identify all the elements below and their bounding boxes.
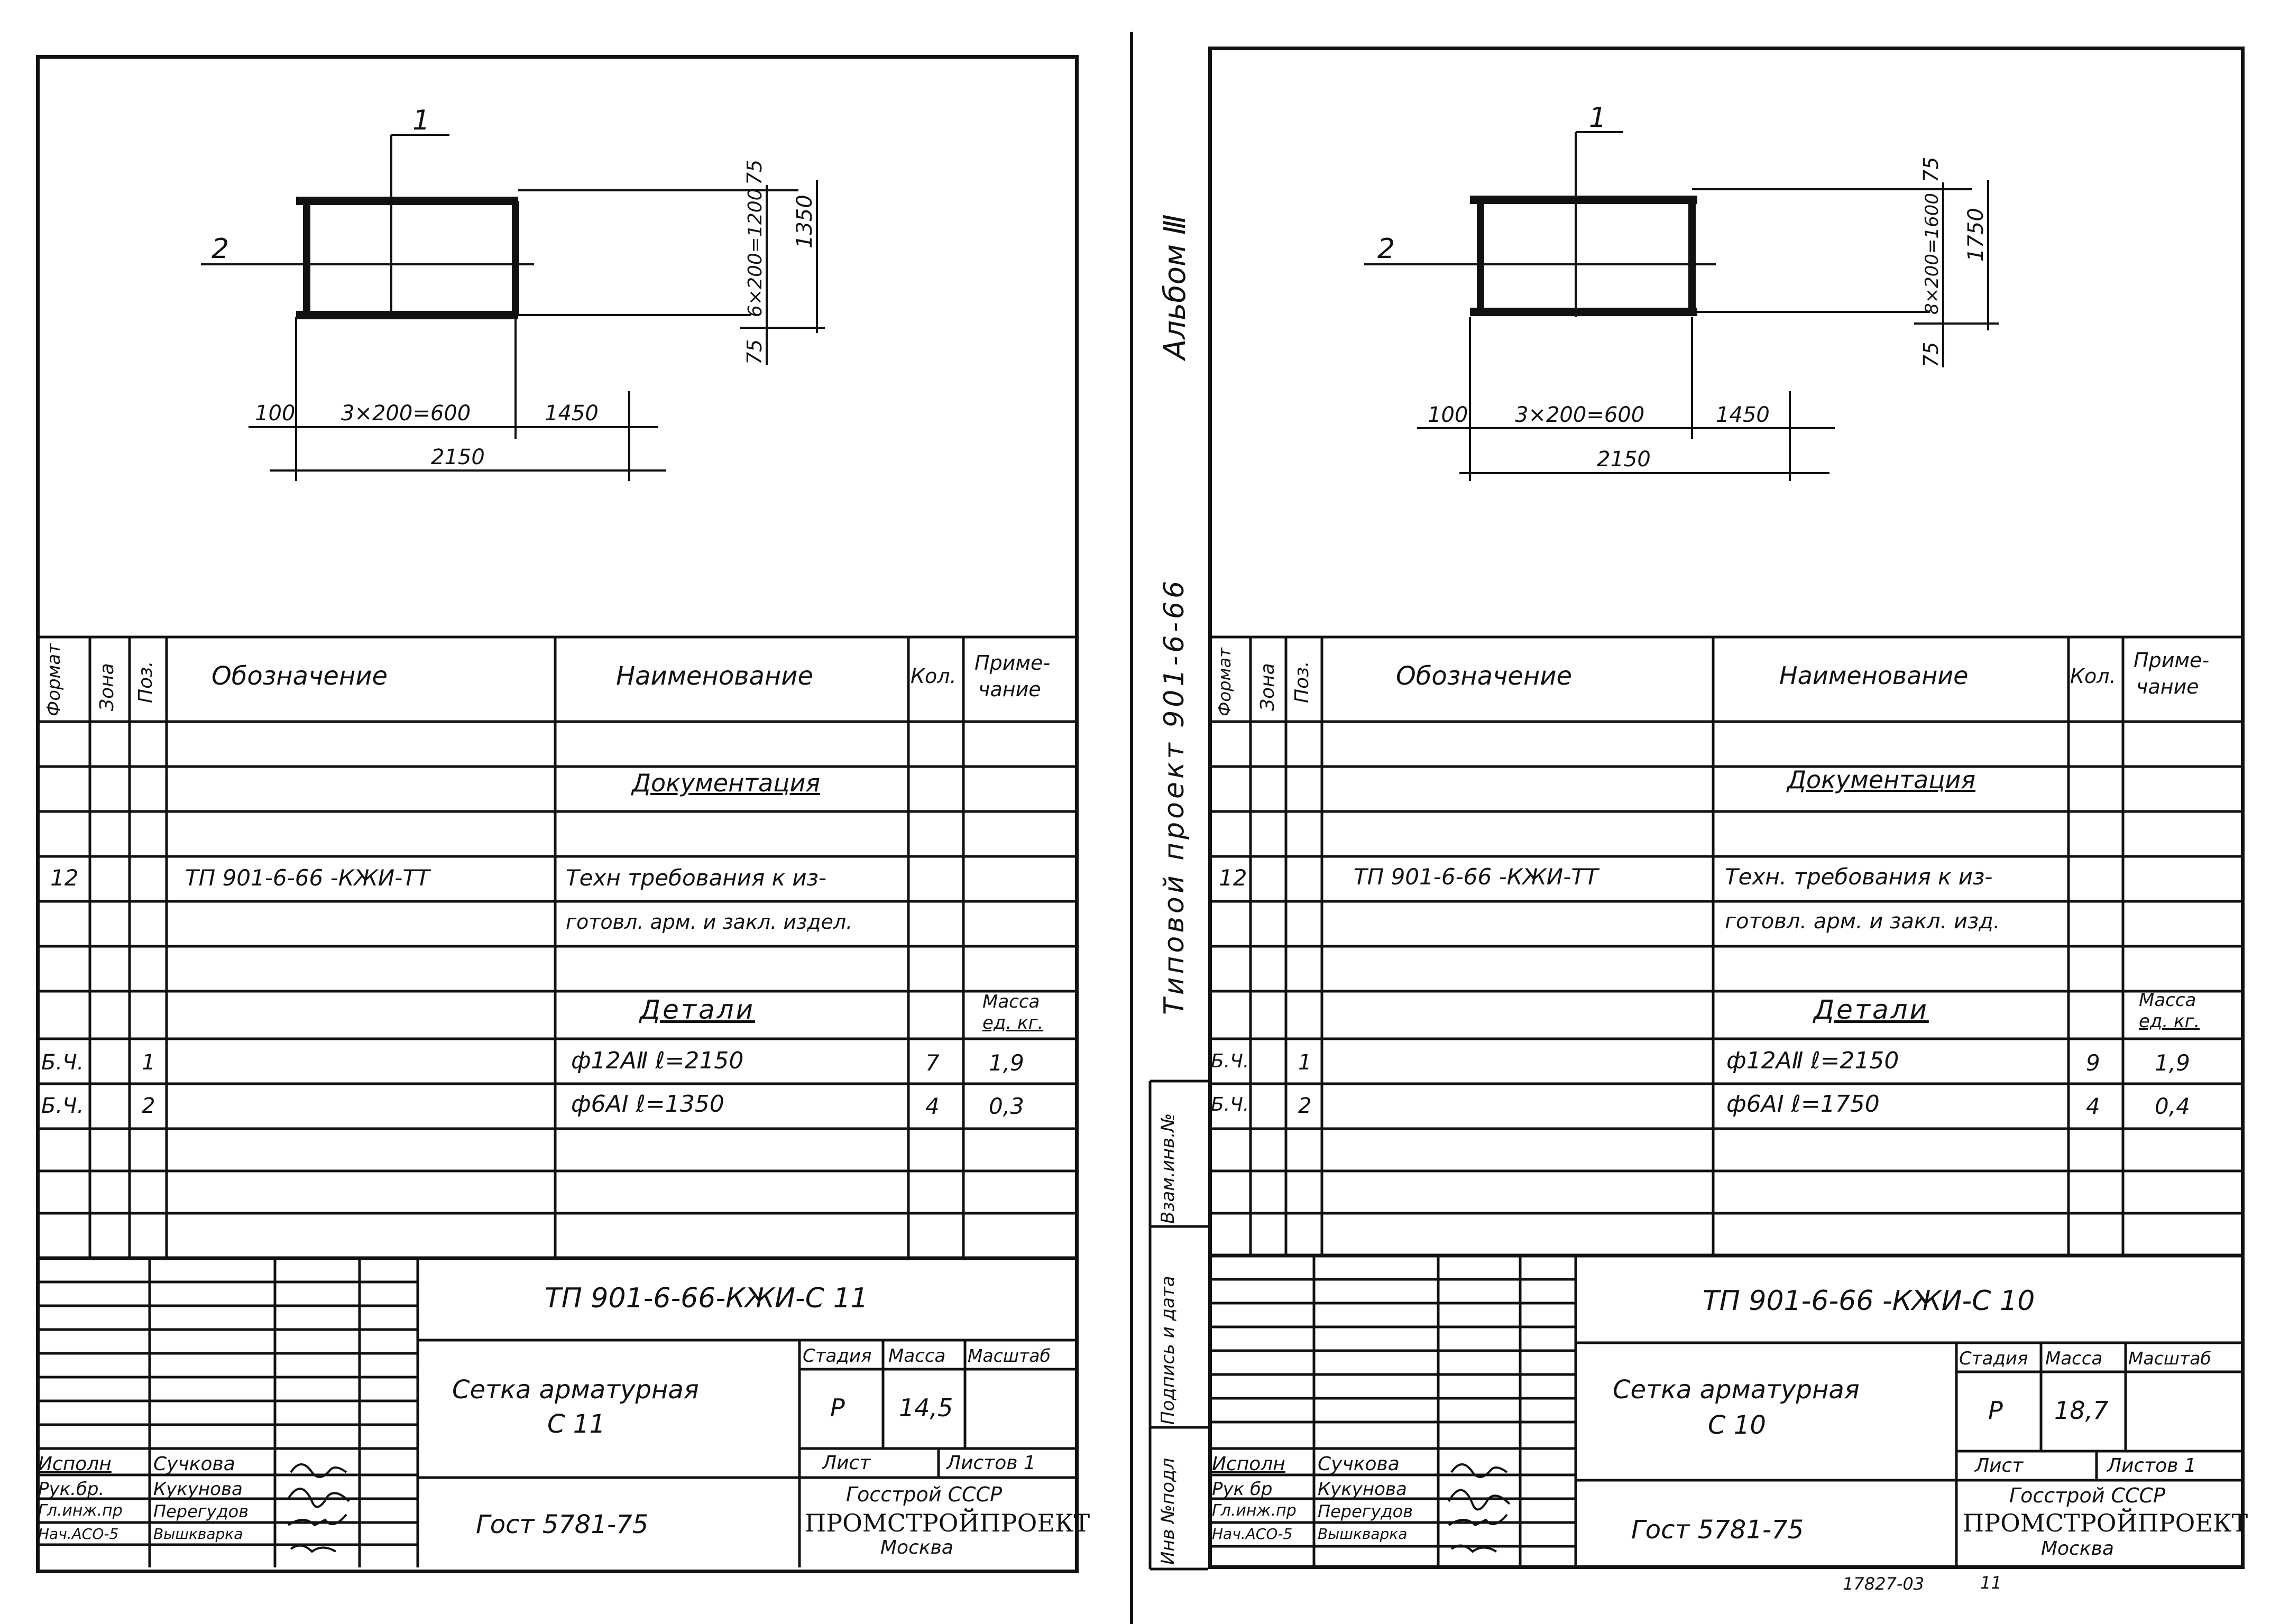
mass-label-1: Масса bbox=[982, 991, 1040, 1012]
stamp-title-2: С 11 bbox=[547, 1409, 605, 1439]
person3-name: Перегудов bbox=[1318, 1501, 1413, 1521]
doc-section: Документация bbox=[632, 769, 821, 797]
stamp-mass: 18,7 bbox=[2054, 1396, 2109, 1425]
stamp-mass-h: Масса bbox=[2045, 1348, 2103, 1369]
person1-name: Сучкова bbox=[153, 1453, 235, 1475]
row2-name: ф6АⅠ ℓ=1350 bbox=[571, 1091, 724, 1118]
hdr-name: Наименование bbox=[1779, 661, 1969, 690]
dim-mid: 6×200=1200 bbox=[744, 188, 766, 317]
doc-name-2: готовл. арм. и закл. издел. bbox=[566, 910, 853, 934]
footer-suffix: 11 bbox=[1980, 1573, 2002, 1593]
stamp-sheets-h: Листов 1 bbox=[946, 1452, 1036, 1474]
stamp-scale-h: Масштаб bbox=[2128, 1348, 2211, 1369]
person1-role: Исполн bbox=[1212, 1453, 1285, 1475]
hdr-note-1: Приме- bbox=[2134, 649, 2210, 672]
dim-right: 1450 bbox=[545, 401, 599, 426]
stamp-org-1: Госстрой СССР bbox=[2009, 1484, 2166, 1507]
row1-note: 1,9 bbox=[989, 1050, 1024, 1076]
parts-section: Детали bbox=[1814, 994, 1929, 1025]
hdr-pos: Поз. bbox=[1291, 661, 1313, 703]
stamp-org-1: Госстрой СССР bbox=[846, 1483, 1003, 1506]
mass-label-2: ед. кг. bbox=[982, 1012, 1044, 1034]
stamp-code: ТП 901-6-66-КЖИ-С 11 bbox=[545, 1282, 868, 1314]
margin-sign-date: Подпись и дата bbox=[1157, 1276, 1179, 1425]
stamp-scale-h: Масштаб bbox=[968, 1345, 1051, 1366]
stamp-sheets-h: Листов 1 bbox=[2107, 1455, 2196, 1477]
row1-format: Б.Ч. bbox=[1211, 1050, 1249, 1072]
stamp-org-3: Москва bbox=[2041, 1538, 2114, 1560]
person4-role: Нач.АСО-5 bbox=[38, 1525, 119, 1543]
dim-grid: 3×200=600 bbox=[1515, 403, 1645, 427]
stamp-mass: 14,5 bbox=[899, 1394, 953, 1422]
dim-grid: 3×200=600 bbox=[341, 401, 471, 426]
person4-name: Вышкварка bbox=[153, 1525, 243, 1543]
stamp-title-2: С 10 bbox=[1708, 1410, 1766, 1440]
stamp-gost: Гост 5781-75 bbox=[1631, 1515, 1804, 1545]
row2-pos: 2 bbox=[1298, 1094, 1312, 1118]
doc-section: Документация bbox=[1787, 765, 1976, 794]
dim-mid: 8×200=1600 bbox=[1922, 192, 1943, 315]
stamp-org-3: Москва bbox=[880, 1537, 953, 1558]
row2-name: ф6АⅠ ℓ=1750 bbox=[1726, 1091, 1880, 1118]
dim-right: 1450 bbox=[1716, 403, 1770, 427]
hdr-name: Наименование bbox=[616, 661, 814, 691]
row1-pos: 1 bbox=[142, 1050, 155, 1075]
row2-qty: 4 bbox=[925, 1093, 940, 1119]
dim-top: 75 bbox=[1919, 156, 1943, 182]
stamp-org-2: ПРОМСТРОЙПРОЕКТ bbox=[805, 1509, 1090, 1537]
dim-left-pitch: 100 bbox=[1428, 403, 1468, 427]
row2-note: 0,4 bbox=[2155, 1093, 2190, 1119]
hdr-zone: Зона bbox=[1257, 663, 1279, 711]
margin-inv-repl: Взам.инв.№ bbox=[1157, 1113, 1179, 1224]
person4-role: Нач.АСО-5 bbox=[1212, 1525, 1293, 1543]
person2-name: Кукунова bbox=[153, 1479, 243, 1500]
hdr-note-2: чание bbox=[978, 678, 1041, 701]
doc-code: ТП 901-6-66 -КЖИ-ТТ bbox=[185, 865, 430, 891]
hdr-format: Формат bbox=[43, 643, 65, 716]
row2-pos: 2 bbox=[142, 1094, 155, 1118]
person1-role: Исполн bbox=[38, 1453, 112, 1475]
footer-number: 17827-03 bbox=[1843, 1574, 1925, 1594]
stamp-stage: Р bbox=[1988, 1396, 2003, 1425]
person2-role: Рук.бр. bbox=[38, 1479, 105, 1500]
stamp-stage-h: Стадия bbox=[1959, 1348, 2028, 1369]
stamp-stage-h: Стадия bbox=[803, 1345, 872, 1367]
row2-format: Б.Ч. bbox=[41, 1094, 84, 1118]
doc-code: ТП 901-6-66 -КЖИ-ТТ bbox=[1354, 864, 1598, 890]
row2-format: Б.Ч. bbox=[1211, 1094, 1249, 1115]
row2-note: 0,3 bbox=[989, 1093, 1024, 1119]
doc-format: 12 bbox=[1219, 865, 1247, 891]
dim-total-h: 1350 bbox=[793, 195, 817, 248]
dim-total-w: 2150 bbox=[1597, 447, 1651, 472]
margin-inv-orig: Инв №подл bbox=[1157, 1457, 1179, 1565]
stamp-title-1: Сетка арматурная bbox=[452, 1375, 699, 1405]
person3-name: Перегудов bbox=[153, 1501, 249, 1521]
hdr-qty: Кол. bbox=[2070, 665, 2116, 688]
hdr-zone: Зона bbox=[96, 663, 118, 711]
person3-role: Гл.инж.пр bbox=[38, 1501, 123, 1520]
stamp-mass-h: Масса bbox=[888, 1345, 946, 1367]
row1-name: ф12АⅡ ℓ=2150 bbox=[571, 1047, 744, 1074]
stamp-stage: Р bbox=[830, 1394, 845, 1422]
hdr-pos: Поз. bbox=[135, 661, 157, 703]
hdr-designation: Обозначение bbox=[1396, 661, 1573, 691]
dim-left-pitch: 100 bbox=[255, 401, 296, 426]
pos2-label: 2 bbox=[212, 233, 229, 265]
stamp-org-2: ПРОМСТРОЙПРОЕКТ bbox=[1963, 1509, 2248, 1537]
hdr-qty: Кол. bbox=[911, 665, 957, 688]
person2-role: Рук бр bbox=[1212, 1479, 1273, 1500]
stamp-sheet-h: Лист bbox=[1975, 1455, 2024, 1477]
person1-name: Сучкова bbox=[1318, 1453, 1400, 1475]
hdr-note-2: чание bbox=[2136, 675, 2199, 698]
hdr-format: Формат bbox=[1215, 648, 1235, 716]
hdr-note-1: Приме- bbox=[974, 651, 1051, 675]
dim-total-h: 1750 bbox=[1964, 208, 1988, 262]
mass-label-2: ед. кг. bbox=[2139, 1011, 2200, 1032]
person2-name: Кукунова bbox=[1318, 1479, 1407, 1500]
doc-name-1: Техн. требования к из- bbox=[1725, 864, 1993, 890]
doc-name-2: готовл. арм. и закл. изд. bbox=[1725, 909, 2000, 934]
dim-bottom: 75 bbox=[1919, 342, 1943, 367]
row1-pos: 1 bbox=[1298, 1050, 1312, 1075]
row1-qty: 7 bbox=[925, 1050, 940, 1076]
dim-total-w: 2150 bbox=[431, 445, 485, 469]
row1-note: 1,9 bbox=[2155, 1050, 2190, 1076]
project-label: Типовой проект 901-6-66 bbox=[1159, 577, 1190, 1015]
row1-format: Б.Ч. bbox=[41, 1050, 84, 1075]
person4-name: Вышкварка bbox=[1318, 1525, 1408, 1543]
stamp-sheet-h: Лист bbox=[822, 1452, 871, 1474]
doc-name-1: Техн требования к из- bbox=[566, 865, 827, 891]
pos1-label: 1 bbox=[1589, 102, 1607, 134]
row2-qty: 4 bbox=[2086, 1093, 2100, 1119]
dim-bottom: 75 bbox=[743, 339, 766, 365]
dim-top: 75 bbox=[743, 159, 766, 185]
doc-format: 12 bbox=[50, 865, 79, 891]
stamp-gost: Гост 5781-75 bbox=[476, 1510, 649, 1539]
person3-role: Гл.инж.пр bbox=[1212, 1501, 1297, 1520]
hdr-designation: Обозначение bbox=[212, 661, 388, 691]
stamp-code: ТП 901-6-66 -КЖИ-С 10 bbox=[1703, 1285, 2035, 1317]
album-label: Альбом Ⅲ bbox=[1158, 214, 1192, 359]
row1-name: ф12АⅡ ℓ=2150 bbox=[1726, 1047, 1899, 1074]
stamp-title-1: Сетка арматурная bbox=[1613, 1375, 1860, 1405]
row1-qty: 9 bbox=[2086, 1050, 2100, 1076]
mass-label-1: Масса bbox=[2139, 990, 2196, 1011]
pos2-label: 2 bbox=[1377, 233, 1395, 265]
parts-section: Детали bbox=[640, 994, 756, 1025]
pos1-label: 1 bbox=[412, 105, 430, 136]
signatures-right bbox=[1441, 1451, 1520, 1567]
